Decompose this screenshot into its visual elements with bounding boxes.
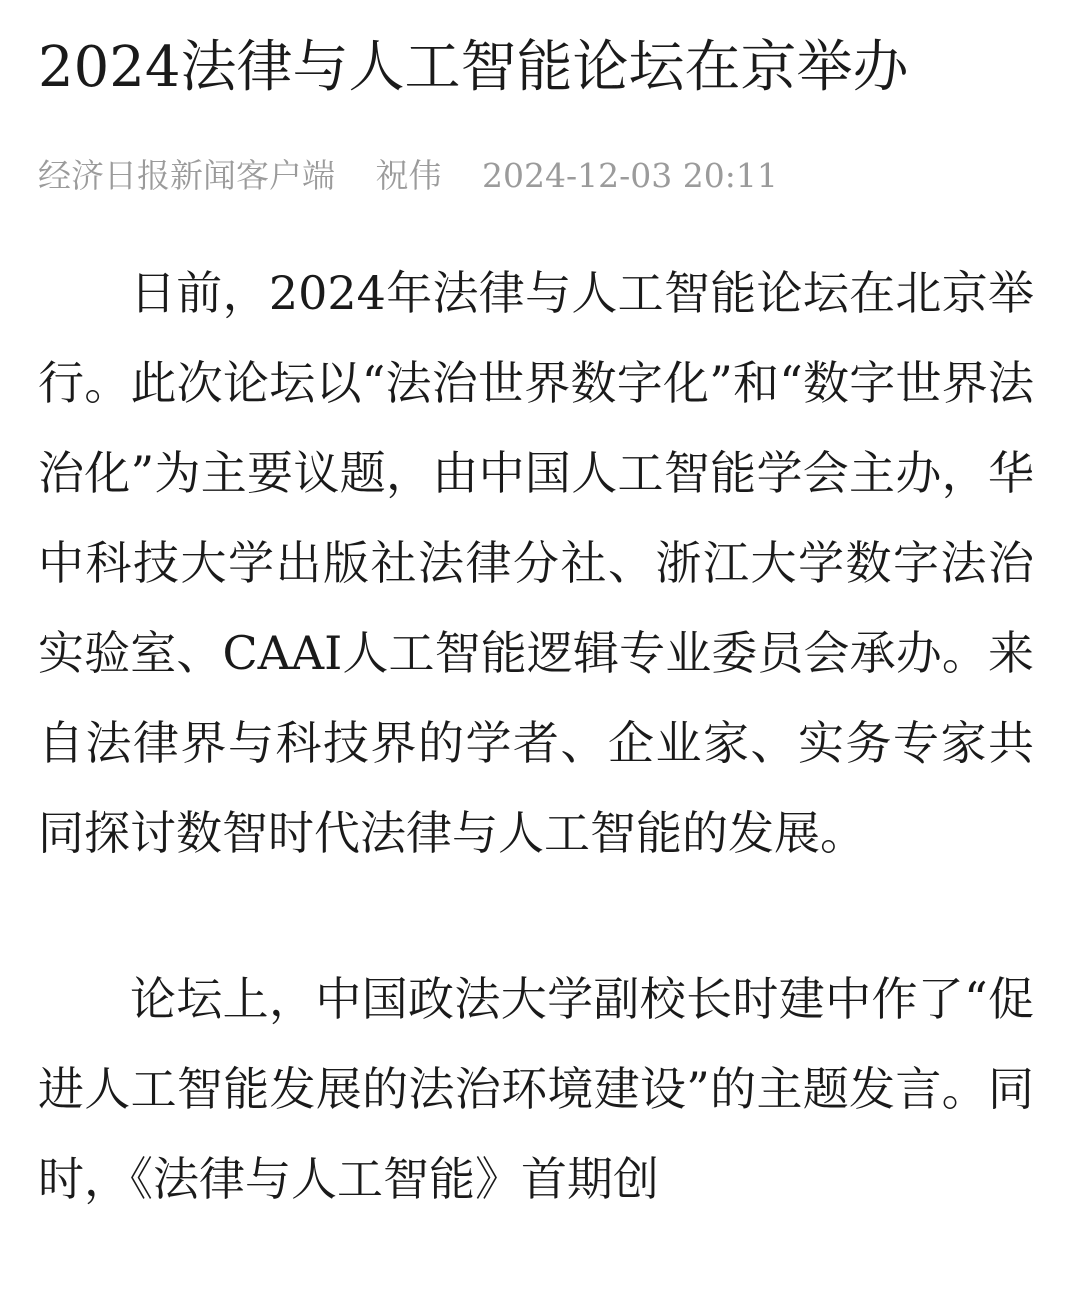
paragraph: 日前，2024年法律与人工智能论坛在北京举行。此次论坛以“法治世界数字化”和“数字世界法治化”为主要议题，由中国人工智能学会主办，华中科技大学出版社法律分社、浙江大学数字法治实验室、CAAI人工智能逻辑专业委员会承办。来自法律界与科技界的学者、企业家、实务专家共同探讨数智时代法律与人工智能的发展。 [38,266,1034,860]
paragraph: 论坛上，中国政法大学副校长时建中作了“促进人工智能发展的法治环境建设”的主题发言。同时，《法律与人工智能》首期创 [38,972,1034,1206]
publish-datetime: 2024-12-03 20:11 [482,156,778,195]
article [38,0,1034,1300]
author-label: 祝伟 [375,156,442,195]
article-title: 2024法律与人工智能论坛在京举办 [38,35,909,100]
article-meta [38,156,1034,196]
source-label[interactable]: 经济日报新闻客户端 [38,156,335,195]
article-body [38,248,1034,1224]
